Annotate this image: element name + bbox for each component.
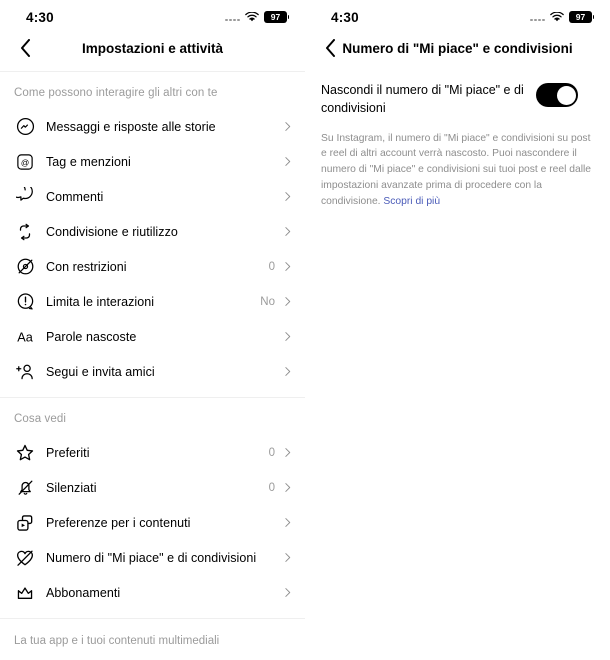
sidebar-item-label: Condivisione e riutilizzo [46,224,178,239]
chevron-right-icon [283,192,292,201]
sidebar-item-preferiti[interactable] [0,435,305,470]
status-bar-right [305,0,610,30]
page-title-left: Impostazioni e attività [81,40,224,56]
at-mention-icon [14,151,36,173]
exclamation-bubble-icon [14,291,36,313]
wifi-icon [550,12,564,23]
sidebar-item-label: Commenti [46,189,104,204]
section-header-app-media: La tua app e i tuoi contenuti multimediali [14,635,220,647]
chevron-right-icon [283,262,292,271]
sidebar-item-label: Abbonamenti [46,585,121,600]
chevron-right-icon [283,297,292,306]
chevron-right-icon [283,553,292,562]
messenger-icon [14,116,36,138]
learn-more-link[interactable]: Scopri di più [383,196,441,208]
star-icon [14,442,36,464]
battery-indicator: 97 [264,11,288,23]
comment-bubble-icon [14,186,36,208]
sidebar-item-messaggi[interactable] [0,109,305,144]
section-header-cosa-vedi: Cosa vedi [14,413,67,425]
toggle-knob [557,86,576,105]
right-panel-like-counts [305,0,610,660]
chevron-right-icon [283,483,292,492]
hide-like-count-row[interactable] [305,66,610,118]
sidebar-item-label: Numero di "Mi piace" e di condivisioni [46,550,257,565]
sidebar-item-numero-mi-piace[interactable] [0,540,305,575]
wifi-icon [245,12,259,23]
description-text [305,118,610,211]
person-plus-icon [14,361,36,383]
sidebar-item-label: Segui e invita amici [46,364,155,379]
sidebar-item-value: 0 [268,260,275,273]
chevron-right-icon [283,518,292,527]
sidebar-item-tag-menzioni[interactable] [0,144,305,179]
content-preferences-icon [14,512,36,534]
status-time: 4:30 [331,9,359,25]
bell-slash-icon [14,477,36,499]
sidebar-item-commenti[interactable] [0,179,305,214]
signal-dots-icon [530,13,545,21]
crown-icon [14,582,36,604]
sidebar-item-condivisione[interactable] [0,214,305,249]
chevron-right-icon [283,332,292,341]
sidebar-item-label: Messaggi e risposte alle storie [46,119,216,134]
chevron-right-icon [283,588,292,597]
sidebar-item-abbonamenti[interactable] [0,575,305,610]
sidebar-item-limita-interazioni[interactable] [0,284,305,319]
status-indicators [530,11,592,23]
status-bar-left [0,0,305,30]
status-indicators [225,11,287,23]
chevron-right-icon [283,448,292,457]
section-header-interactions: Come possono interagire gli altri con te [14,87,218,99]
status-time: 4:30 [26,9,54,25]
sidebar-item-label: Tag e menzioni [46,154,131,169]
sidebar-item-label: Limita le interazioni [46,294,155,309]
repost-icon [14,221,36,243]
sidebar-item-label: Con restrizioni [46,259,127,274]
sidebar-item-segui-invita[interactable] [0,354,305,389]
nav-bar-left [0,30,305,66]
svg-text:Aa: Aa [17,330,33,345]
battery-indicator: 97 [569,11,593,23]
sidebar-item-preferenze-contenuti[interactable] [0,505,305,540]
description-body: Su Instagram, il numero di "Mi piace" e condivisioni su post e reel di altri account verrà nascosto. Puoi nascondere il numero di "Mi piace" e condivisioni sui tuoi post e reel dalle impostazioni avanzate prima di procedere con la condivisione. [321,132,592,208]
svg-text:@: @ [20,157,30,167]
chevron-right-icon [283,157,292,166]
sidebar-item-parole-nascoste[interactable] [0,319,305,354]
sidebar-item-label: Preferiti [46,445,90,460]
sidebar-item-con-restrizioni[interactable] [0,249,305,284]
chevron-right-icon [283,122,292,131]
toggle-label: Nascondi il numero di "Mi piace" e di condivisioni [321,83,524,115]
sidebar-item-value: 0 [268,481,275,494]
sidebar-item-value: 0 [268,446,275,459]
chevron-left-icon [20,39,31,57]
heart-slash-icon [14,547,36,569]
back-button-right[interactable] [319,37,341,59]
sidebar-item-label: Silenziati [46,480,97,495]
signal-dots-icon [225,13,240,21]
sidebar-item-label: Parole nascoste [46,329,137,344]
text-aa-icon [14,326,36,348]
chevron-right-icon [283,227,292,236]
sidebar-item-label: Preferenze per i contenuti [46,515,191,530]
sidebar-item-value: No [260,295,275,308]
page-title-right: Numero di "Mi piace" e condivisioni [342,40,573,56]
nav-bar-right [305,30,610,66]
back-button-left[interactable] [14,37,36,59]
eye-slash-icon [14,256,36,278]
chevron-right-icon [283,367,292,376]
chevron-left-icon [325,39,336,57]
sidebar-item-silenziati[interactable] [0,470,305,505]
hide-like-count-toggle[interactable] [536,83,578,107]
